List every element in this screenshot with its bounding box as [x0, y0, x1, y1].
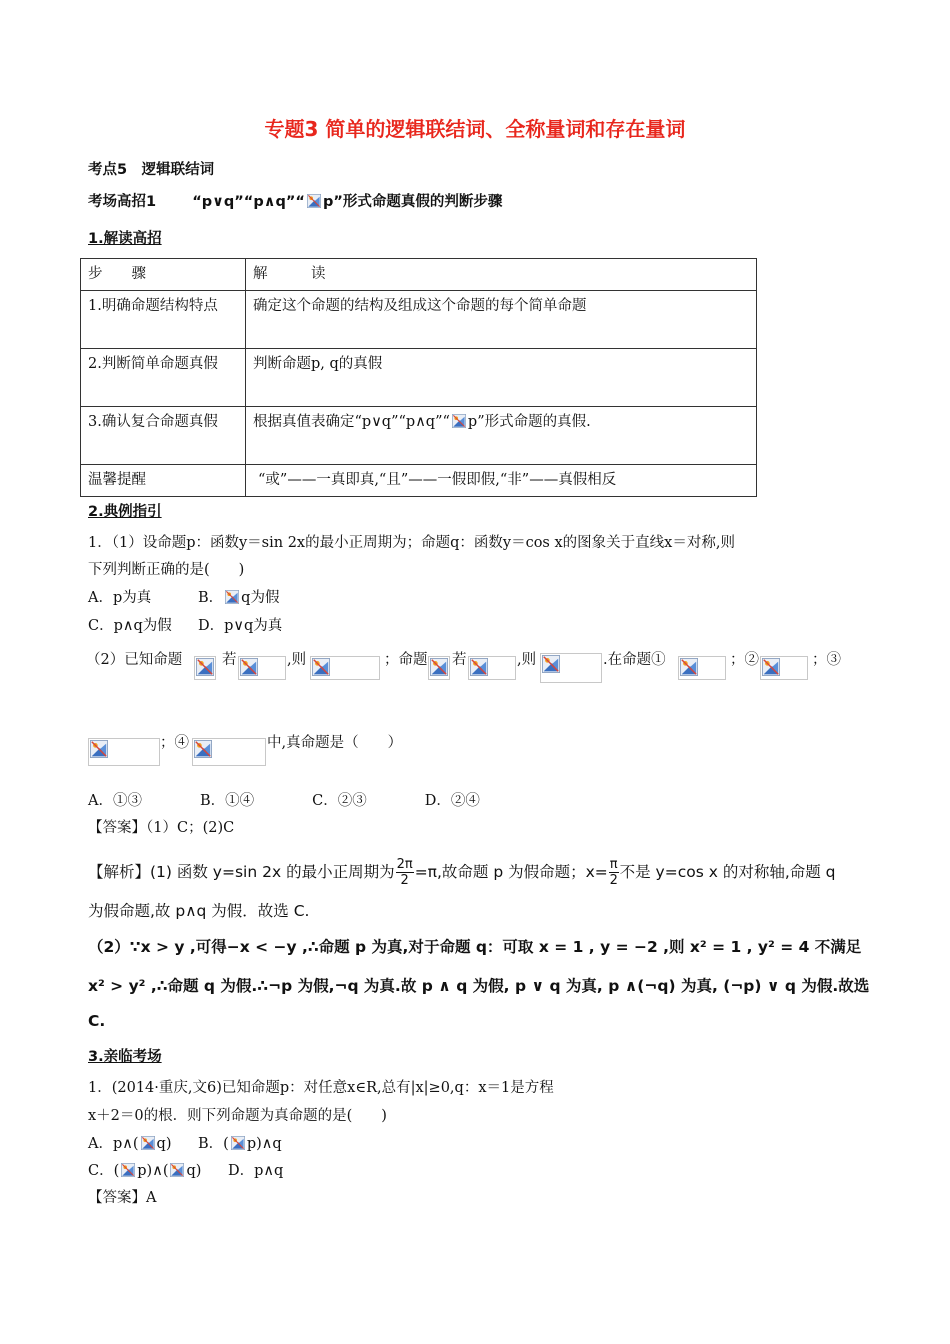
ex3-option-d: D．p∧q [228, 1163, 284, 1179]
analysis-text: 【解析】(1) 函数 y=sin 2x 的最小正周期为 [88, 863, 395, 881]
option-text: q) [186, 1163, 202, 1179]
ex2-text-8: ；② [730, 652, 759, 668]
gaozhao-text: “p∨q”“p∧q”“ [192, 194, 305, 210]
formula-image [192, 738, 266, 766]
section-gaozhao [88, 190, 502, 211]
steps-table [80, 258, 757, 497]
ex2-text-9: ；③ [812, 652, 841, 668]
table-cell: “或”——一真即真,“且”——一假即假,“非”——真假相反 [246, 465, 757, 497]
table-header-cell: 解 读 [246, 259, 757, 291]
section-dianli: 2.典例指引 [88, 504, 162, 520]
analysis-line-2: 为假命题,故 p∧q 为假．故选 C. [88, 902, 310, 920]
table-row [81, 349, 757, 407]
broken-image-icon [168, 1163, 186, 1177]
broken-image-icon [762, 658, 780, 676]
table-row [81, 407, 757, 465]
analysis-text: =π,故命题 p 为假命题；x= [414, 863, 608, 881]
option-text: B．( [198, 1136, 229, 1152]
analysis-line-1 [88, 857, 836, 888]
ex1-option-a: A．p为真 [88, 590, 152, 606]
answer-1: 【答案】（1）C；(2)C [88, 820, 235, 836]
option-text: p)∧( [137, 1163, 169, 1179]
broken-image-icon [240, 658, 258, 676]
ex2-text-1: （2）已知命题 [86, 652, 183, 668]
option-text: q) [156, 1136, 172, 1152]
analysis-line-5: C. [88, 1012, 106, 1030]
broken-image-icon [119, 1163, 137, 1177]
ex3-option-a [88, 1132, 171, 1153]
section-kaodian: 考点5 逻辑联结词 [88, 162, 215, 178]
broken-image-icon [139, 1136, 157, 1150]
formula-image [678, 656, 726, 680]
ex2-text-11: 中,真命题是（ ） [267, 735, 403, 751]
ex2-options: A．①③ B．①④ C．②③ D．②④ [88, 793, 480, 809]
table-row [81, 465, 757, 497]
broken-image-icon [312, 658, 330, 676]
analysis-line-4: x² > y² ,∴命题 q 为假.∴¬p 为假,¬q 为真.故 p ∧ q 为假, p ∨ q 为真, p ∧(¬q) 为真, (¬p) ∨ q 为假.故选 [88, 977, 870, 995]
ex2-text-7: .在命题① [603, 652, 666, 668]
table-cell: 判断命题p, q的真假 [246, 349, 757, 407]
fraction-denominator: 2 [609, 873, 618, 888]
ex3-option-c [88, 1159, 201, 1180]
formula-image [428, 656, 450, 680]
fraction-2pi-over-2 [396, 857, 414, 888]
table-cell: 1.明确命题结构特点 [81, 291, 246, 349]
ex1-line1: 1．（1）设命题p：函数y＝sin 2x的最小正周期为；命题q：函数y＝cos x的图象关于直线x＝对称,则 [88, 535, 735, 551]
formula-image [540, 653, 602, 683]
section-jiedu: 1.解读高招 [88, 231, 162, 247]
table-header-row [81, 259, 757, 291]
broken-image-icon [229, 1136, 247, 1150]
broken-image-icon [90, 740, 108, 758]
ex1-option-c: C．p∧q为假 [88, 618, 172, 634]
formula-image [238, 656, 286, 680]
broken-image-icon [194, 740, 212, 758]
ex3-line2: x＋2＝0的根．则下列命题为真命题的是( ) [88, 1108, 387, 1124]
ex1-line2: 下列判断正确的是( ) [88, 562, 245, 578]
analysis-line-3: （2）∵x > y ,可得−x < −y ,∴命题 p 为真,对于命题 q：可取 x = 1 , y = −2 ,则 x² = 1 , y² = 4 不满足 [88, 938, 862, 956]
table-cell: 2.判断简单命题真假 [81, 349, 246, 407]
table-cell-text: p”形式命题的真假. [467, 414, 591, 430]
formula-image [88, 738, 160, 766]
ex1-option-d: D．p∨q为真 [198, 618, 283, 634]
ex1-option-b [198, 586, 279, 607]
broken-image-icon [470, 658, 488, 676]
gaozhao-text2: p”形式命题真假的判断步骤 [322, 194, 503, 210]
broken-image-icon [542, 655, 560, 673]
ex2-text-3: ,则 [287, 652, 307, 668]
table-cell-text: 根据真值表确定“p∨q”“p∧q”“ [253, 414, 450, 430]
option-text: q为假 [241, 590, 280, 606]
option-text: C．( [88, 1163, 120, 1179]
option-label: B． [198, 590, 224, 606]
fraction-numerator: π [609, 857, 618, 872]
option-text: A．p∧( [88, 1136, 139, 1152]
broken-image-icon [680, 658, 698, 676]
ex2-text-4: ；命题 [384, 652, 428, 668]
table-cell [246, 407, 757, 465]
table-header-cell: 步 骤 [81, 259, 246, 291]
table-row [81, 291, 757, 349]
ex2-text-5: 若 [452, 652, 467, 668]
broken-image-icon [305, 194, 323, 208]
ex3-line1: 1．(2014·重庆,文6)已知命题p：对任意x∈R,总有|x|≥0,q：x＝1是方程 [88, 1080, 554, 1096]
ex2-text-10: ；④ [160, 735, 189, 751]
table-cell: 温馨提醒 [81, 465, 246, 497]
fraction-pi-over-2 [609, 857, 619, 888]
broken-image-icon [196, 658, 214, 676]
formula-image [194, 656, 216, 680]
formula-image [468, 656, 516, 680]
broken-image-icon [430, 658, 448, 676]
ex3-option-b [198, 1132, 282, 1153]
formula-image [310, 656, 380, 680]
section-qinlin: 3.亲临考场 [88, 1049, 162, 1065]
broken-image-icon [223, 590, 241, 604]
page-title: 专题3 简单的逻辑联结词、全称量词和存在量词 [264, 117, 686, 141]
fraction-denominator: 2 [400, 873, 409, 888]
table-cell: 3.确认复合命题真假 [81, 407, 246, 465]
answer-2: 【答案】A [88, 1190, 157, 1206]
gaozhao-label: 考场高招1 [88, 194, 157, 210]
ex2-text-2: 若 [222, 652, 237, 668]
analysis-text: 不是 y=cos x 的对称轴,命题 q [619, 863, 836, 881]
broken-image-icon [450, 414, 468, 428]
formula-image [760, 656, 808, 680]
table-cell: 确定这个命题的结构及组成这个命题的每个简单命题 [246, 291, 757, 349]
fraction-numerator: 2π [396, 857, 413, 872]
option-text: p)∧q [246, 1136, 282, 1152]
ex2-text-6: ,则 [517, 652, 537, 668]
